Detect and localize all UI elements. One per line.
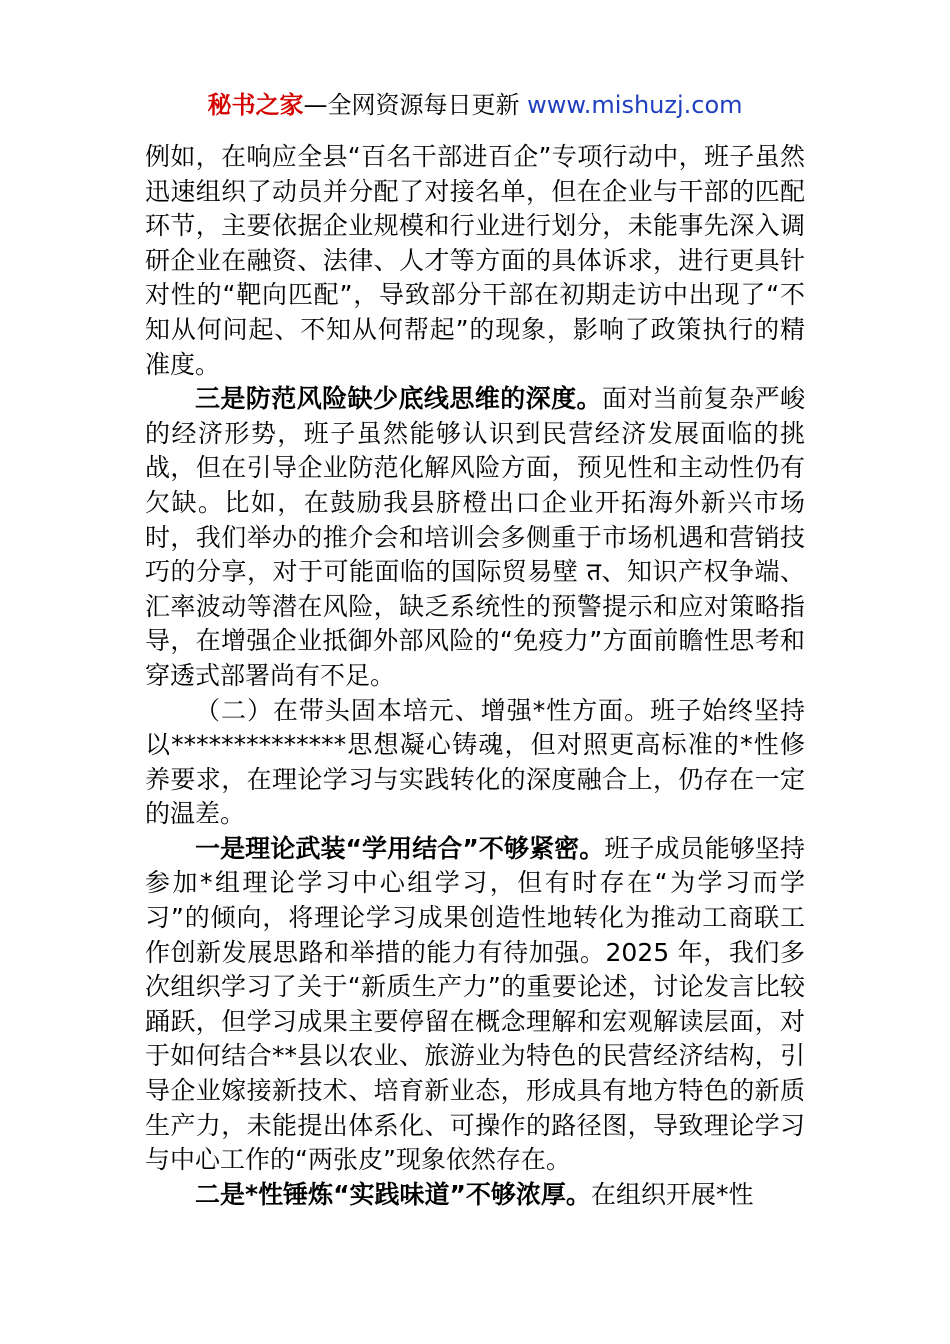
paragraph-text: 在组织开展*性 <box>590 1179 754 1209</box>
paragraph-lead: 一是理论武装“学用结合”不够紧密。 <box>195 833 605 863</box>
header-brand: 秘书之家 <box>207 91 304 119</box>
header-tagline: —全网资源每日更新 <box>303 91 520 119</box>
paragraph-text: 面对当前复杂严峻的经济形势，班子虽然能够认识到民营经济发展面临的挑战，但在引导企业防范化解风险方面，预见性和主动性仍有欠缺。比如，在鼓励我县脐橙出口企业开拓海外新兴市场时，我们举办的推介会和培训会多侧重于市场机遇和营销技巧的分享，对于可能面临的国际贸易壁 त、知识产权争端、汇率波动等潜在风险，缺乏系统性的预警提示和应对策略指导，在增强企业抵御外部风险的“免疫力”方面前瞻性思考和穿透式部署尚有不足。 <box>145 384 805 690</box>
paragraph-2 <box>145 382 805 693</box>
paragraph-1 <box>145 140 805 382</box>
paragraph-text: 例如，在响应全县“百名干部进百企”专项行动中，班子虽然迅速组织了动员并分配了对接名单，但在企业与干部的匹配环节，主要依据企业规模和行业进行划分，未能事先深入调研企业在融资、法律、人才等方面的具体诉求，进行更具针对性的“靶向匹配”，导致部分干部在初期走访中出现了“不知从何问起、不知从何帮起”的现象，影响了政策执行的精准度。 <box>145 142 805 379</box>
header-url[interactable]: www.mishuzj.com <box>527 91 743 119</box>
paragraph-text: 班子成员能够坚持参加*组理论学习中心组学习，但有时存在“为学习而学习”的倾向，将理论学习成果创造性地转化为推动工商联工作创新发展思路和举措的能力有待加强。2025 年，我们多次组织学习了关于“新质生产力”的重要论述，讨论发言比较踊跃，但学习成果主要停留在概念理解和宏观解读层面，对于如何结合**县以农业、旅游业为特色的民营经济结构，引导企业嫁接新技术、培育新业态，形成具有地方特色的新质生产力，未能提出体系化、可操作的路径图，导致理论学习与中心工作的“两张皮”现象依然存在。 <box>145 833 805 1175</box>
document-body <box>145 140 805 1212</box>
paragraph-5 <box>145 1178 805 1213</box>
paragraph-text: （二）在带头固本培元、增强*性方面。班子始终坚持以**************思想凝心铸魂，但对照更高标准的*性修养要求，在理论学习与实践转化的深度融合上，仍存在一定的温差。 <box>145 695 805 829</box>
paragraph-lead: 二是*性锤炼“实践味道”不够浓厚。 <box>195 1179 591 1209</box>
paragraph-lead: 三是防范风险缺少底线思维的深度。 <box>195 384 602 414</box>
paragraph-3 <box>145 694 805 832</box>
page-header <box>0 88 950 122</box>
paragraph-4 <box>145 832 805 1178</box>
